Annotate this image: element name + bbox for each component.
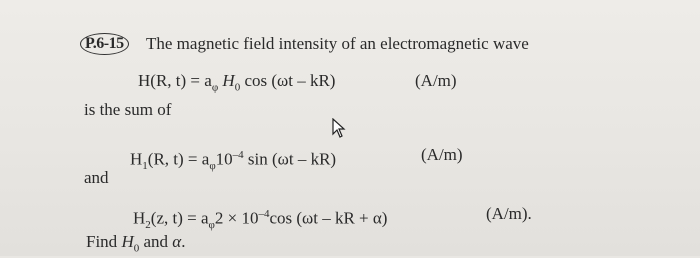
question-h-sub: 0 — [133, 242, 140, 255]
connector-and: and — [84, 168, 109, 187]
eq1-rhs-prefix: = a — [190, 71, 212, 90]
eq3-h: H — [133, 208, 146, 228]
eq2-h-sub: 1 — [142, 160, 148, 173]
eq2-a-sub: φ — [209, 160, 216, 173]
connector-sum: is the sum of — [84, 100, 172, 119]
eq1-tail: cos (ωt – kR) — [240, 71, 336, 90]
problem-intro: The magnetic field intensity of an electromagnetic wave — [146, 34, 529, 53]
eq1-h-sub: 0 — [234, 81, 241, 94]
equation-h2 — [133, 204, 387, 235]
eq3-lhs-tail: (z, t) = a — [150, 208, 209, 228]
eq2-exp: –4 — [232, 149, 244, 161]
eq3-exp: –4 — [258, 208, 270, 220]
question-prefix: Find — [86, 232, 122, 251]
eq3-tail: cos (ωt – kR + α) — [269, 208, 388, 228]
question-end: . — [181, 232, 186, 251]
eq2-coef: 10 — [215, 149, 233, 169]
equation-h1 — [130, 145, 336, 176]
eq2-tail: sin (ωt – kR) — [243, 149, 337, 169]
mouse-pointer-icon — [332, 118, 346, 138]
eq1-h: H — [222, 71, 235, 90]
question-h: H — [121, 232, 134, 251]
eq2-unit: (A/m) — [421, 145, 463, 164]
eq3-unit: (A/m). — [486, 204, 532, 223]
equation-h-total — [138, 71, 335, 97]
question-mid: and — [139, 232, 173, 251]
question-alpha: α — [172, 232, 182, 251]
eq3-coef: 2 × 10 — [214, 208, 259, 228]
eq1-unit: (A/m) — [415, 71, 457, 90]
eq2-h: H — [130, 149, 143, 169]
eq3-a-sub: φ — [208, 219, 215, 232]
eq2-lhs-tail: (R, t) = a — [147, 149, 210, 169]
eq1-lhs: H(R, t) — [138, 71, 187, 90]
eq3-h-sub: 2 — [145, 219, 151, 232]
problem-number: P.6-15 — [80, 33, 129, 55]
eq1-a-sub: φ — [211, 81, 219, 94]
question — [86, 232, 185, 258]
